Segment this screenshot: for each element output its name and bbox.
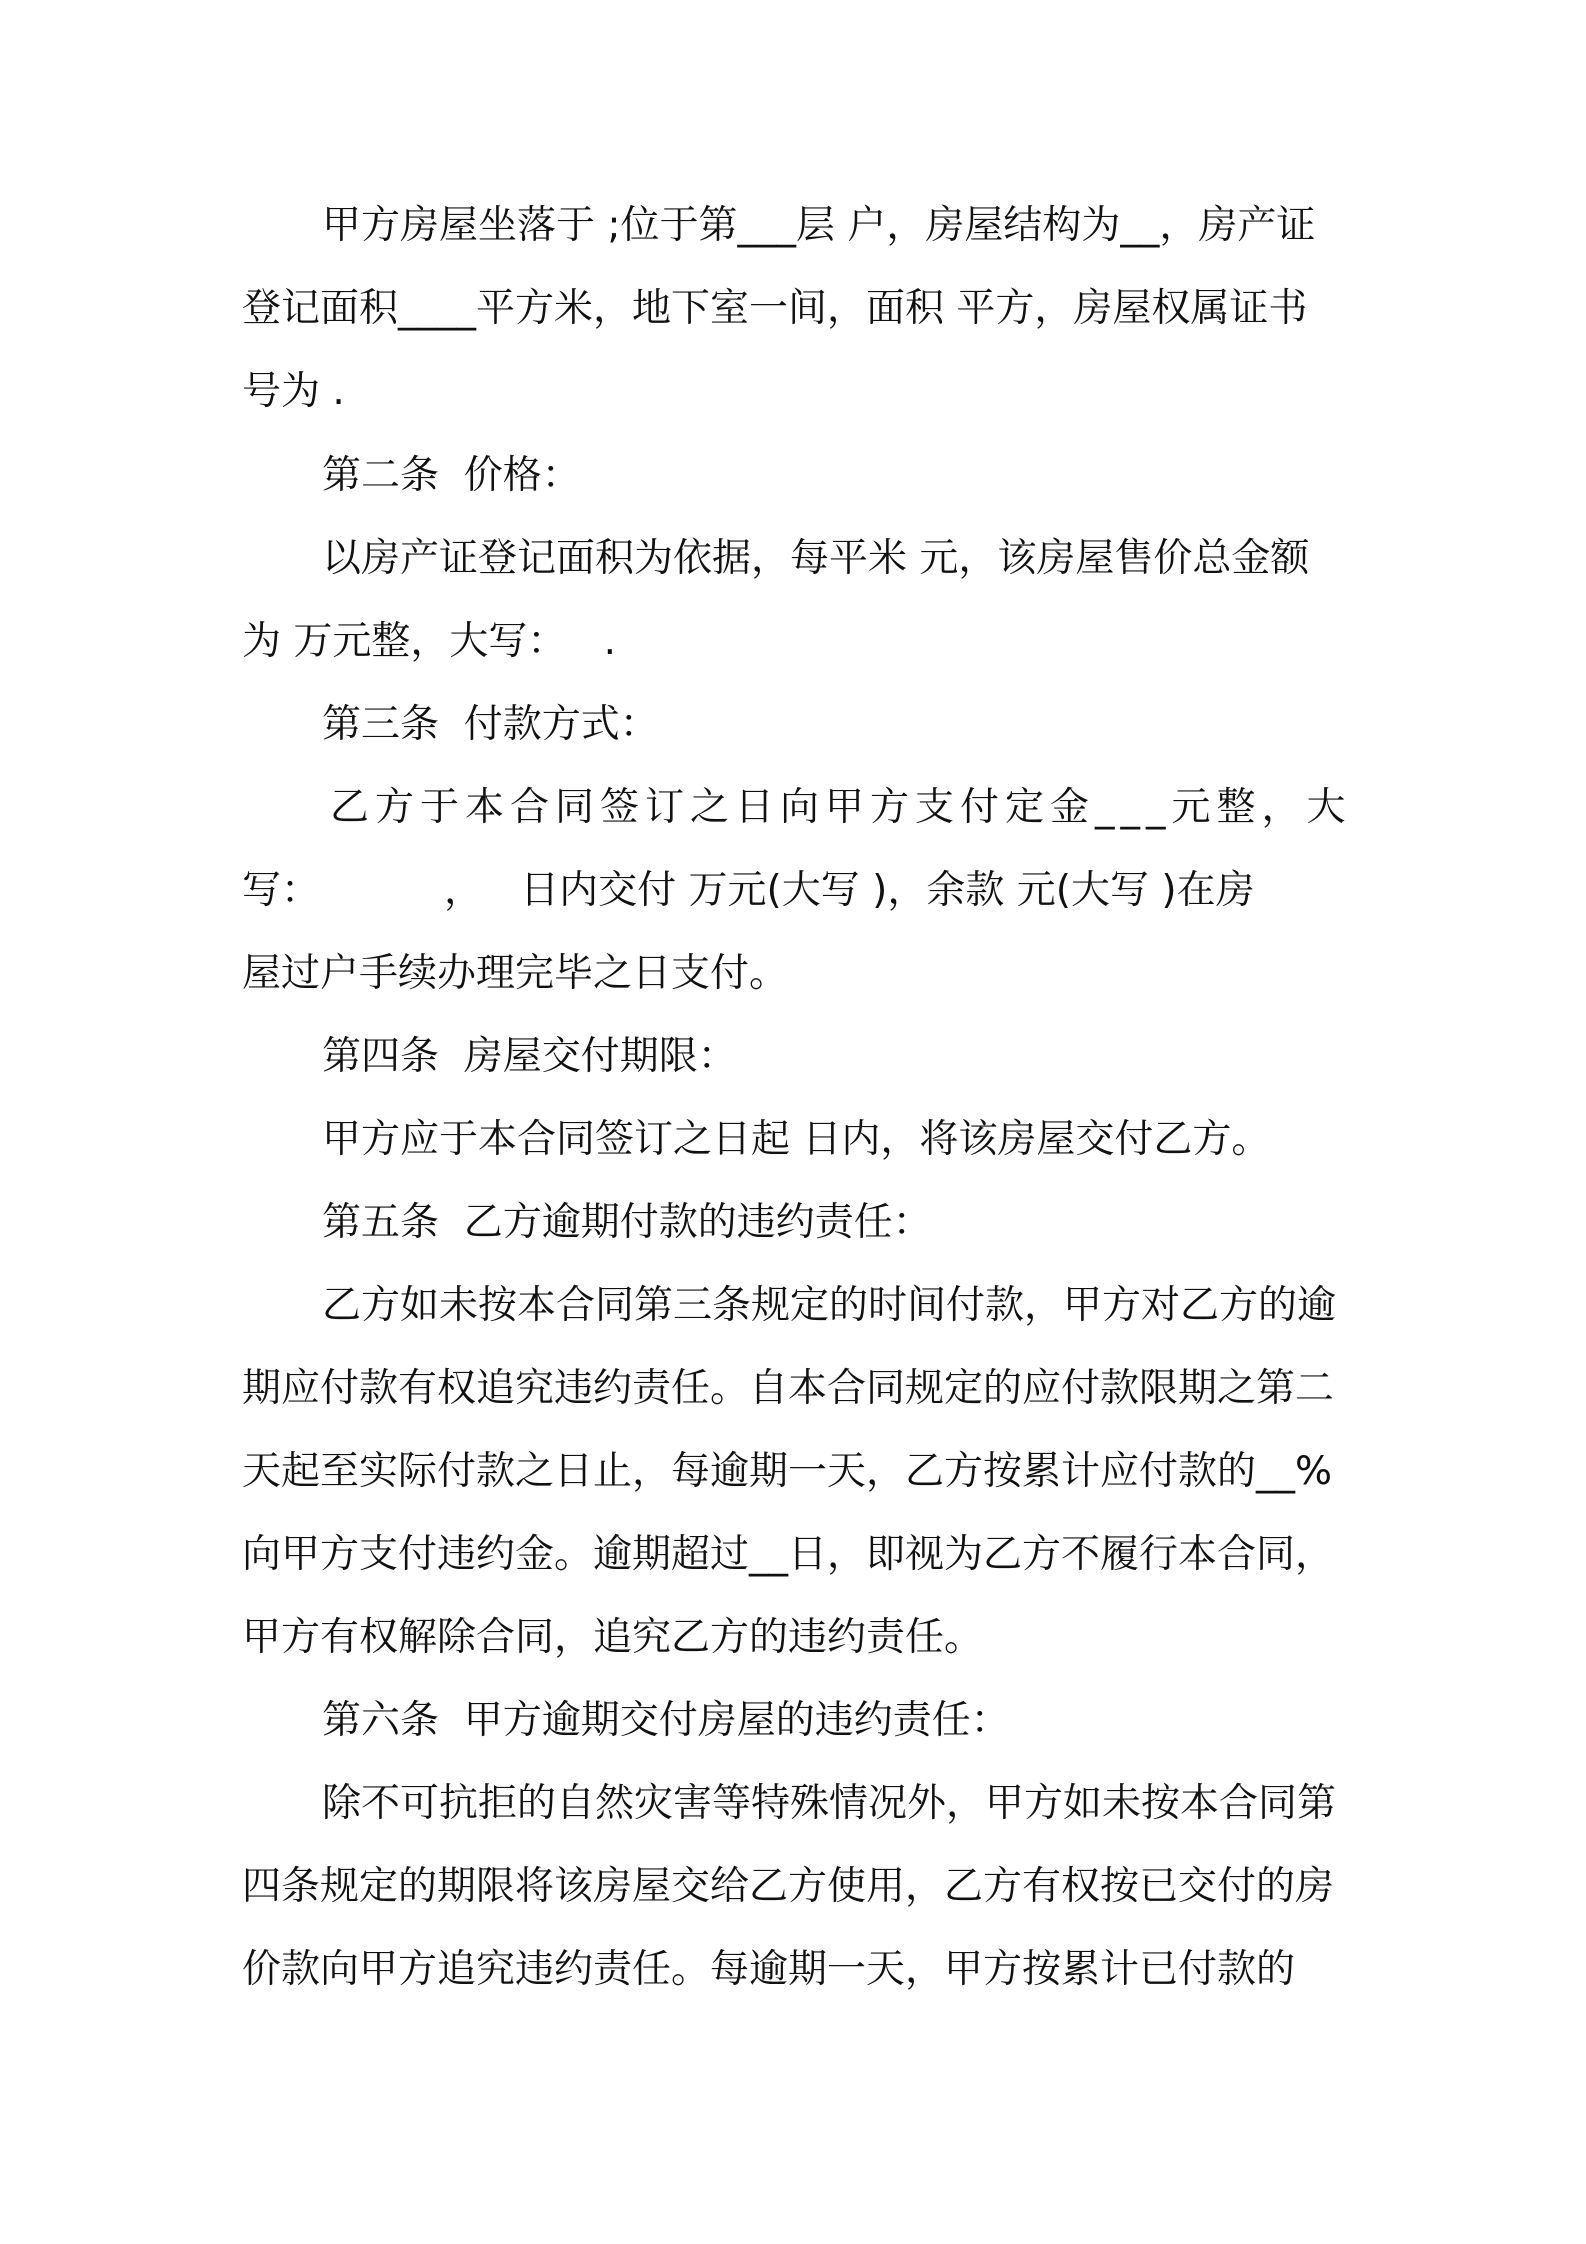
- paragraph-line: 天起至实际付款之日止，每逾期一天，乙方按累计应付款的__%: [242, 1449, 1333, 1494]
- article-heading: 第三条 付款方式：: [322, 702, 659, 747]
- paragraph-line: 为 万元整，大写： .: [242, 619, 616, 664]
- paragraph-line: 期应付款有权追究违约责任。自本合同规定的应付款限期之第二: [242, 1366, 1335, 1411]
- paragraph-line: 甲方应于本合同签订之日起 日内，将该房屋交付乙方。: [322, 1117, 1271, 1162]
- article-heading: 第二条 价格：: [322, 453, 581, 498]
- paragraph-line: 甲方房屋坐落于 ;位于第___层 户，房屋结构为__，房产证: [322, 203, 1316, 248]
- paragraph-line: 屋过户手续办理完毕之日支付。: [242, 951, 789, 996]
- paragraph-line: 写： ， 日内交付 万元(大写 )，余款 元(大写 )在房: [242, 868, 1255, 913]
- article-heading: 第六条 甲方逾期交付房屋的违约责任：: [322, 1698, 1010, 1743]
- paragraph-line: 甲方有权解除合同，追究乙方的违约责任。: [242, 1615, 984, 1660]
- paragraph-line: 价款向甲方追究违约责任。每逾期一天，甲方按累计已付款的: [242, 1947, 1296, 1992]
- paragraph-line: 四条规定的期限将该房屋交给乙方使用，乙方有权按已交付的房: [242, 1864, 1335, 1909]
- paragraph-line: 以房产证登记面积为依据，每平米 元，该房屋售价总金额: [322, 536, 1310, 581]
- paragraph-line: 乙方于本合同签订之日向甲方支付定金___元整，大: [330, 785, 1352, 830]
- article-heading: 第四条 房屋交付期限：: [322, 1034, 737, 1079]
- paragraph-line: 向甲方支付违约金。逾期超过__日，即视为乙方不履行本合同，: [242, 1532, 1335, 1577]
- paragraph-line: 乙方如未按本合同第三条规定的时间付款，甲方对乙方的逾: [322, 1283, 1337, 1328]
- paragraph-line: 除不可抗拒的自然灾害等特殊情况外，甲方如未按本合同第: [322, 1781, 1337, 1826]
- article-heading: 第五条 乙方逾期付款的违约责任：: [322, 1200, 932, 1245]
- paragraph-line: 登记面积____平方米，地下室一间，面积 平方，房屋权属证书: [242, 286, 1308, 331]
- paragraph-line: 号为 .: [242, 369, 345, 414]
